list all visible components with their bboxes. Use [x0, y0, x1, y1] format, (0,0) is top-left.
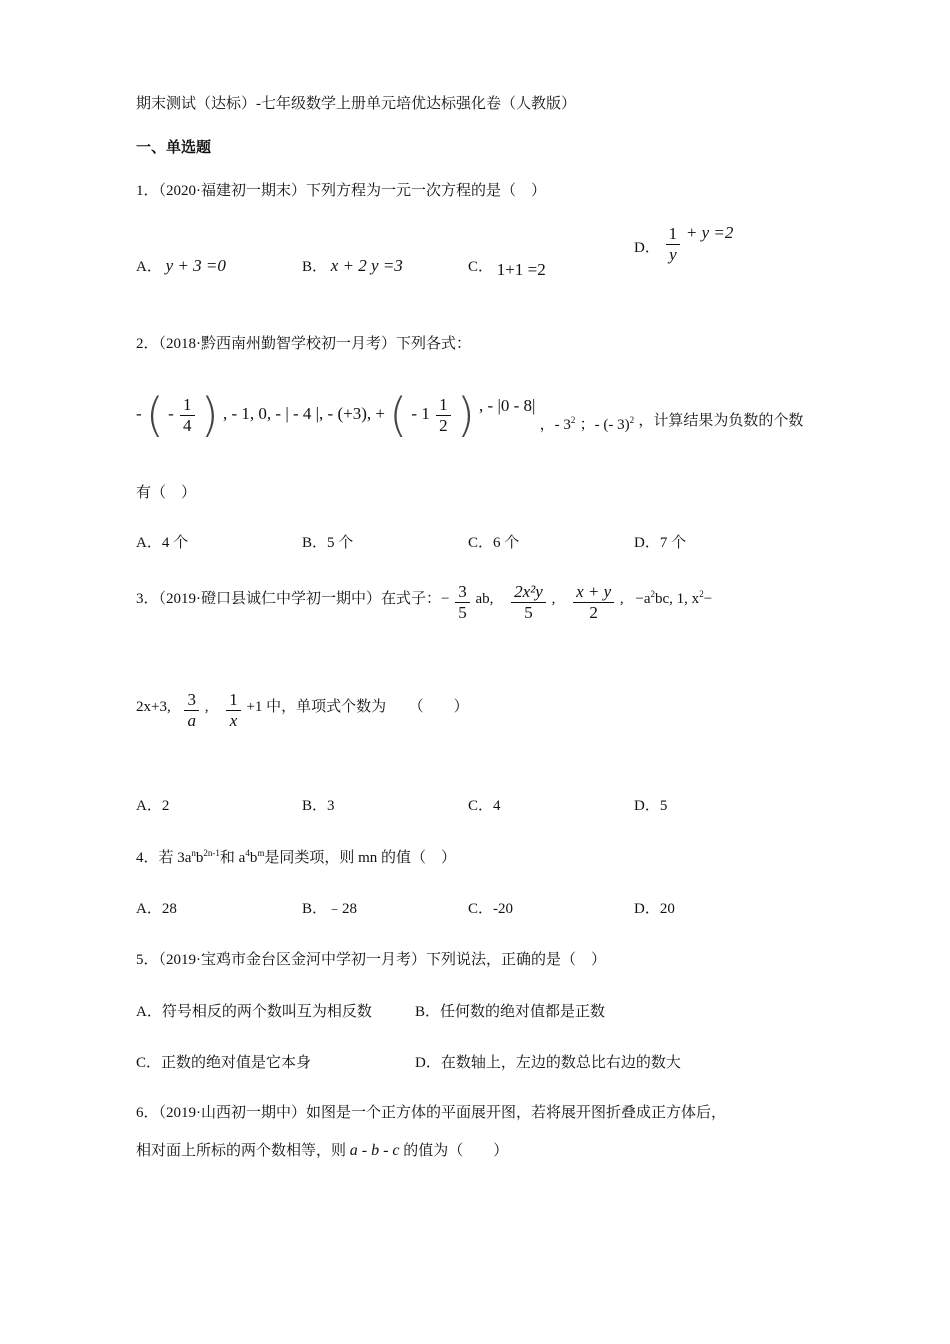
q2-expr-middle: , - 1, 0, - | - 4 |, - (+3), +: [223, 403, 385, 423]
q3-option-b: B．3: [302, 798, 335, 814]
q1-option-a-expr: y + 3 =0: [165, 256, 226, 275]
q1-option-d: [634, 222, 734, 269]
q4-stem-a: 4．若 3a: [136, 850, 192, 866]
q3-f1-tail: ab,: [475, 590, 494, 607]
q4-option-d: D．20: [634, 901, 675, 917]
q1-option-d-rest: + y =2: [685, 222, 734, 242]
q1-option-b: [302, 255, 403, 276]
q4-stem-b: b: [195, 850, 204, 866]
q3-f1-num: 3: [455, 582, 470, 603]
q3-rest-a-sup: 2: [650, 588, 656, 599]
q3-option-d: D．5: [634, 798, 668, 814]
q2-paren-close-1: ): [200, 388, 219, 442]
q2-expr-power1-sup: 2: [570, 414, 576, 425]
q1-option-b-expr: x + 2 y =3: [330, 256, 403, 275]
q3-f3-den: 2: [589, 603, 598, 622]
q3-stem: 3．（2019·磴口县诚仁中学初一期中）在式子：−: [136, 590, 450, 607]
q3-rest: [635, 588, 713, 607]
q5-option-a: A．符号相反的两个数叫互为相反数: [136, 1004, 372, 1020]
q3-line2-start: 2x+3,: [136, 698, 171, 715]
q2-frac1-num: 1: [180, 395, 195, 416]
q2-option-d: D．7 个: [634, 535, 687, 551]
q3-option-a: A．2: [136, 798, 170, 814]
q1-option-d-num: 1: [666, 224, 681, 245]
q4-stem-d: b: [249, 850, 258, 866]
q3-f4-tail: ,: [204, 698, 209, 715]
q2-expr-abs: , - |0 - 8|: [479, 395, 536, 415]
q3-f4-num: 3: [184, 690, 199, 711]
q3-f2-tail: ,: [551, 590, 556, 607]
q2-paren-open-1: (: [145, 388, 164, 442]
q4-stem-c: 和 a: [219, 850, 246, 866]
q4-sup-3: 4: [245, 848, 250, 858]
q3-f3-num: x + y: [573, 582, 614, 603]
q2-tail-line2: 有（ ）: [136, 485, 197, 501]
q1-stem: 1．（2020·福建初一期末）下列方程为一元一次方程的是（ ）: [136, 183, 546, 199]
q6-stem-line1: 6．（2019·山西初一期中）如图是一个正方体的平面展开图，若将展开图折叠成正方体后，: [136, 1105, 726, 1121]
q2-frac2-den: 2: [439, 415, 448, 435]
q2-expr-power1-base: ，- 3: [539, 416, 571, 433]
q3-f2-den: 5: [524, 603, 533, 622]
document-title: 期末测试（达标）-七年级数学上册单元培优达标强化卷（人教版）: [136, 96, 576, 112]
q6-stem-line2: [136, 1139, 508, 1160]
q4-option-a: A．28: [136, 901, 177, 917]
q3-f2-num: 2x²y: [511, 582, 546, 603]
q3-line2: [136, 690, 469, 731]
q5-stem: 5．（2019·宝鸡市金台区金河中学初一月考）下列说法，正确的是（ ）: [136, 952, 606, 968]
q3-fraction-2: [511, 582, 546, 623]
q2-expression: [136, 388, 804, 442]
q5-option-c: C．正数的绝对值是它本身: [136, 1055, 312, 1071]
q4-sup-2: 2n-1: [203, 848, 220, 858]
q2-paren-open-2: (: [389, 388, 408, 442]
q1-option-c-label: C．: [468, 259, 494, 275]
q2-option-c: C．6 个: [468, 535, 520, 551]
q6-expression: a - b - c: [349, 1142, 400, 1159]
q3-f5-num: 1: [226, 690, 241, 711]
q2-expr-power2: [579, 414, 635, 433]
q2-tail: ，计算结果为负数的个数: [638, 412, 804, 429]
q3-f4-den: a: [187, 711, 196, 730]
q3-rest-a: −a: [635, 590, 651, 607]
q1-option-c: [468, 255, 546, 279]
q3-rest-b: bc, 1, x: [655, 590, 700, 607]
q1-option-d-fraction: [666, 224, 681, 265]
q2-expr-inner1: -: [168, 403, 174, 423]
q6-stem-line2-b: 的值为（ ）: [403, 1143, 509, 1159]
q3-fraction-4: [184, 690, 199, 731]
q4-stem-e: 是同类项，则 mn 的值（ ）: [264, 850, 457, 866]
section-heading: 一、单选题: [136, 140, 212, 156]
q2-fraction-2: [436, 395, 451, 436]
q3-f3-tail: ,: [619, 590, 624, 607]
q2-frac1-den: 4: [183, 415, 192, 435]
q1-option-d-label: D．: [634, 239, 660, 256]
q2-expr-power1: [539, 414, 576, 433]
q4-stem: [136, 846, 456, 867]
q4-sup-1: n: [191, 848, 196, 858]
q2-frac2-num: 1: [436, 395, 451, 416]
q3-rest-b-sup: 2: [699, 588, 704, 599]
q1-option-a-label: A．: [136, 259, 162, 275]
q1-option-a: [136, 255, 226, 276]
q6-stem-line2-a: 相对面上所标的两个数相等，则: [136, 1143, 347, 1159]
q3-fraction-3: [573, 582, 614, 623]
q2-expr-power2-base: ；- (- 3): [579, 416, 630, 433]
q3-f1-den: 5: [458, 603, 467, 622]
q1-option-d-den: y: [669, 245, 677, 264]
q2-option-b: B．5 个: [302, 535, 354, 551]
q2-expr-inner2: - 1: [411, 403, 430, 423]
q5-option-d: D．在数轴上，左边的数总比右边的数大: [415, 1055, 681, 1071]
q3-fraction-1: [455, 582, 470, 623]
q2-paren-close-2: ): [456, 388, 475, 442]
q2-option-a: A．4 个: [136, 535, 189, 551]
q1-option-c-expr: 1+1 =2: [496, 260, 546, 279]
q5-option-b: B．任何数的绝对值都是正数: [415, 1004, 606, 1020]
q4-option-b: B．﹣28: [302, 901, 358, 917]
q3-option-c: C．4: [468, 798, 501, 814]
q2-stem: 2．（2018·黔西南州勤智学校初一月考）下列各式：: [136, 336, 471, 352]
q3-fraction-5: [226, 690, 241, 731]
q2-fraction-1: [180, 395, 195, 436]
q2-expr-power2-sup: 2: [629, 414, 635, 425]
q3-f5-den: x: [229, 711, 238, 730]
q3-line1: [136, 582, 712, 623]
q2-expr-neg: -: [136, 403, 142, 423]
q4-sup-4: m: [257, 848, 265, 858]
q3-rest-c: −: [703, 590, 713, 607]
q3-f5-tail: +1 中，单项式个数为 （ ）: [246, 698, 469, 715]
q4-option-c: C．-20: [468, 901, 514, 917]
q1-option-b-label: B．: [302, 259, 328, 275]
